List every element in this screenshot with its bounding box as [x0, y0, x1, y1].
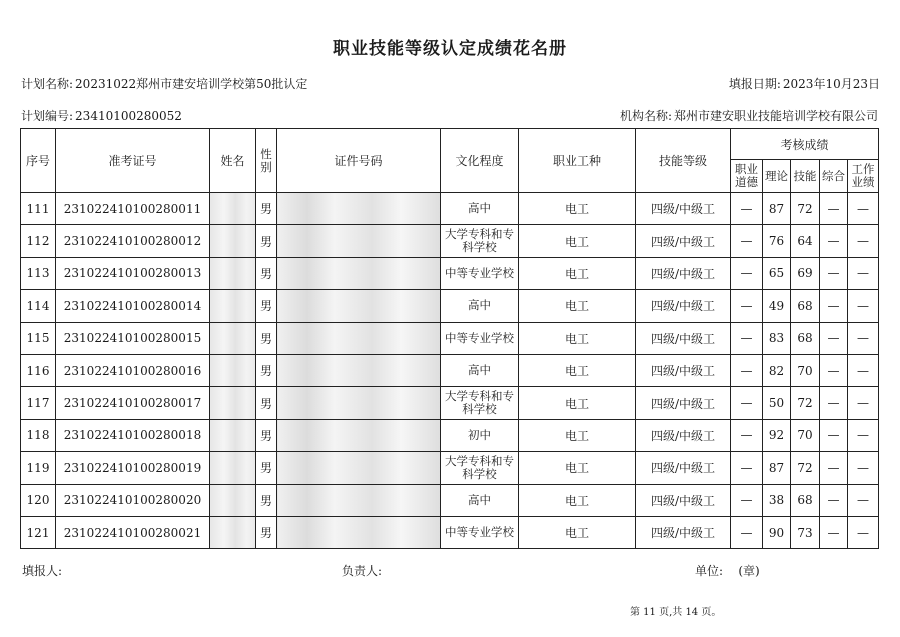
cell-education: 中等专业学校 [441, 257, 519, 289]
cell-education: 中等专业学校 [441, 322, 519, 354]
cell-level: 四级/中级工 [636, 516, 731, 548]
id-cell-redacted [277, 516, 441, 548]
cell-performance: — [848, 290, 879, 322]
cell-theory: 65 [763, 257, 791, 289]
header-education: 文化程度 [441, 129, 519, 193]
cell-exam-no: 231022410100280017 [56, 387, 210, 419]
table-row [21, 225, 879, 257]
id-cell-redacted [277, 225, 441, 257]
cell-gender: 男 [256, 516, 277, 548]
cell-overall: — [820, 257, 848, 289]
cell-performance: — [848, 193, 879, 225]
header-theory: 理论 [763, 160, 791, 193]
name-cell-redacted [210, 354, 256, 386]
cell-performance: — [848, 419, 879, 451]
name-cell-redacted [210, 419, 256, 451]
table-row [21, 257, 879, 289]
table-row [21, 387, 879, 419]
cell-education: 高中 [441, 484, 519, 516]
cell-education: 初中 [441, 419, 519, 451]
id-cell-redacted [277, 290, 441, 322]
cell-level: 四级/中级工 [636, 290, 731, 322]
header-name: 姓名 [210, 129, 256, 193]
table-row [21, 516, 879, 548]
cell-level: 四级/中级工 [636, 484, 731, 516]
cell-trade: 电工 [519, 484, 636, 516]
header-performance: 工作业绩 [848, 160, 879, 193]
unit-seal [695, 562, 760, 579]
id-cell-redacted [277, 452, 441, 484]
cell-theory: 76 [763, 225, 791, 257]
cell-overall: — [820, 516, 848, 548]
cell-education: 大学专科和专科学校 [441, 225, 519, 257]
filler-label: 填报人: [22, 564, 63, 578]
cell-performance: — [848, 225, 879, 257]
cell-performance: — [848, 484, 879, 516]
cell-gender: 男 [256, 452, 277, 484]
plan-name [21, 75, 307, 92]
plan-name-value: 20231022郑州市建安培训学校第50批认定 [75, 77, 308, 91]
cell-performance: — [848, 322, 879, 354]
cell-seq: 117 [21, 387, 56, 419]
header-seq: 序号 [21, 129, 56, 193]
header-ethics: 职业道德 [731, 160, 763, 193]
organization-label: 机构名称: [619, 109, 672, 123]
cell-skill: 70 [791, 354, 820, 386]
cell-overall: — [820, 484, 848, 516]
cell-theory: 87 [763, 193, 791, 225]
id-cell-redacted [277, 322, 441, 354]
cell-ethics: — [731, 419, 763, 451]
cell-trade: 电工 [519, 225, 636, 257]
cell-education: 大学专科和专科学校 [441, 387, 519, 419]
cell-exam-no: 231022410100280012 [56, 225, 210, 257]
cell-exam-no: 231022410100280015 [56, 322, 210, 354]
cell-seq: 121 [21, 516, 56, 548]
table-row [21, 322, 879, 354]
cell-skill: 70 [791, 419, 820, 451]
fill-date-label: 填报日期: [728, 77, 781, 91]
seal-label: (章) [738, 564, 760, 578]
name-cell-redacted [210, 322, 256, 354]
cell-seq: 111 [21, 193, 56, 225]
score-roster-table [20, 128, 879, 549]
cell-overall: — [820, 354, 848, 386]
name-cell-redacted [210, 516, 256, 548]
cell-exam-no: 231022410100280011 [56, 193, 210, 225]
table-row [21, 452, 879, 484]
unit-label: 单位: [695, 564, 724, 578]
cell-education: 高中 [441, 193, 519, 225]
document-title: 职业技能等级认定成绩花名册 [333, 39, 567, 59]
name-cell-redacted [210, 193, 256, 225]
cell-ethics: — [731, 516, 763, 548]
name-cell-redacted [210, 484, 256, 516]
cell-theory: 38 [763, 484, 791, 516]
cell-education: 高中 [441, 354, 519, 386]
cell-exam-no: 231022410100280020 [56, 484, 210, 516]
cell-exam-no: 231022410100280018 [56, 419, 210, 451]
cell-seq: 113 [21, 257, 56, 289]
cell-overall: — [820, 387, 848, 419]
cell-seq: 115 [21, 322, 56, 354]
header-overall: 综合 [820, 160, 848, 193]
name-cell-redacted [210, 257, 256, 289]
cell-overall: — [820, 322, 848, 354]
header-id-no: 证件号码 [277, 129, 441, 193]
table-row [21, 484, 879, 516]
cell-level: 四级/中级工 [636, 419, 731, 451]
cell-gender: 男 [256, 225, 277, 257]
cell-skill: 68 [791, 484, 820, 516]
cell-trade: 电工 [519, 354, 636, 386]
cell-performance: — [848, 387, 879, 419]
cell-gender: 男 [256, 193, 277, 225]
cell-theory: 49 [763, 290, 791, 322]
cell-overall: — [820, 290, 848, 322]
name-cell-redacted [210, 290, 256, 322]
cell-theory: 50 [763, 387, 791, 419]
header-trade: 职业工种 [519, 129, 636, 193]
cell-overall: — [820, 225, 848, 257]
cell-level: 四级/中级工 [636, 354, 731, 386]
cell-level: 四级/中级工 [636, 257, 731, 289]
organization-value: 郑州市建安职业技能培训学校有限公司 [673, 109, 878, 123]
cell-theory: 83 [763, 322, 791, 354]
cell-trade: 电工 [519, 452, 636, 484]
cell-level: 四级/中级工 [636, 193, 731, 225]
table-row [21, 419, 879, 451]
cell-skill: 69 [791, 257, 820, 289]
header-gender: 性别 [256, 129, 277, 193]
id-cell-redacted [277, 354, 441, 386]
id-cell-redacted [277, 193, 441, 225]
table-row [21, 193, 879, 225]
cell-gender: 男 [256, 290, 277, 322]
cell-ethics: — [731, 322, 763, 354]
cell-gender: 男 [256, 387, 277, 419]
plan-code-value: 23410100280052 [75, 109, 182, 123]
cell-theory: 90 [763, 516, 791, 548]
cell-ethics: — [731, 387, 763, 419]
cell-level: 四级/中级工 [636, 452, 731, 484]
cell-ethics: — [731, 452, 763, 484]
cell-ethics: — [731, 484, 763, 516]
cell-exam-no: 231022410100280016 [56, 354, 210, 386]
plan-code [21, 107, 182, 124]
name-cell-redacted [210, 452, 256, 484]
roster-body [21, 193, 879, 549]
cell-overall: — [820, 452, 848, 484]
cell-ethics: — [731, 193, 763, 225]
plan-name-label: 计划名称: [21, 77, 74, 91]
cell-exam-no: 231022410100280014 [56, 290, 210, 322]
cell-theory: 87 [763, 452, 791, 484]
fill-date [729, 75, 880, 92]
cell-performance: — [848, 354, 879, 386]
id-cell-redacted [277, 387, 441, 419]
name-cell-redacted [210, 225, 256, 257]
cell-level: 四级/中级工 [636, 225, 731, 257]
cell-seq: 112 [21, 225, 56, 257]
cell-theory: 82 [763, 354, 791, 386]
cell-overall: — [820, 193, 848, 225]
table-row [21, 354, 879, 386]
owner-label: 负责人: [342, 564, 383, 578]
cell-skill: 64 [791, 225, 820, 257]
cell-education: 大学专科和专科学校 [441, 452, 519, 484]
cell-overall: — [820, 419, 848, 451]
header-exam-no: 准考证号 [56, 129, 210, 193]
cell-seq: 118 [21, 419, 56, 451]
cell-gender: 男 [256, 322, 277, 354]
cell-performance: — [848, 516, 879, 548]
cell-exam-no: 231022410100280021 [56, 516, 210, 548]
cell-gender: 男 [256, 419, 277, 451]
cell-skill: 68 [791, 290, 820, 322]
cell-seq: 116 [21, 354, 56, 386]
cell-skill: 73 [791, 516, 820, 548]
cell-trade: 电工 [519, 193, 636, 225]
cell-trade: 电工 [519, 322, 636, 354]
cell-seq: 120 [21, 484, 56, 516]
plan-code-label: 计划编号: [21, 109, 74, 123]
name-cell-redacted [210, 387, 256, 419]
cell-trade: 电工 [519, 387, 636, 419]
cell-ethics: — [731, 290, 763, 322]
cell-seq: 114 [21, 290, 56, 322]
cell-seq: 119 [21, 452, 56, 484]
header-skill: 技能 [791, 160, 820, 193]
cell-level: 四级/中级工 [636, 322, 731, 354]
cell-skill: 72 [791, 387, 820, 419]
cell-level: 四级/中级工 [636, 387, 731, 419]
cell-skill: 68 [791, 322, 820, 354]
cell-ethics: — [731, 354, 763, 386]
header-scores: 考核成绩 [731, 129, 879, 160]
cell-performance: — [848, 257, 879, 289]
id-cell-redacted [277, 419, 441, 451]
cell-performance: — [848, 452, 879, 484]
cell-theory: 92 [763, 419, 791, 451]
cell-skill: 72 [791, 452, 820, 484]
cell-education: 高中 [441, 290, 519, 322]
cell-trade: 电工 [519, 419, 636, 451]
organization [620, 107, 878, 124]
table-row [21, 290, 879, 322]
cell-gender: 男 [256, 484, 277, 516]
cell-gender: 男 [256, 257, 277, 289]
cell-trade: 电工 [519, 290, 636, 322]
cell-trade: 电工 [519, 257, 636, 289]
cell-skill: 72 [791, 193, 820, 225]
header-level: 技能等级 [636, 129, 731, 193]
cell-ethics: — [731, 257, 763, 289]
cell-trade: 电工 [519, 516, 636, 548]
cell-gender: 男 [256, 354, 277, 386]
id-cell-redacted [277, 257, 441, 289]
cell-ethics: — [731, 225, 763, 257]
cell-exam-no: 231022410100280013 [56, 257, 210, 289]
cell-education: 中等专业学校 [441, 516, 519, 548]
cell-exam-no: 231022410100280019 [56, 452, 210, 484]
id-cell-redacted [277, 484, 441, 516]
fill-date-value: 2023年10月23日 [782, 77, 880, 91]
page-indicator: 第 11 页,共 14 页。 [630, 607, 722, 618]
